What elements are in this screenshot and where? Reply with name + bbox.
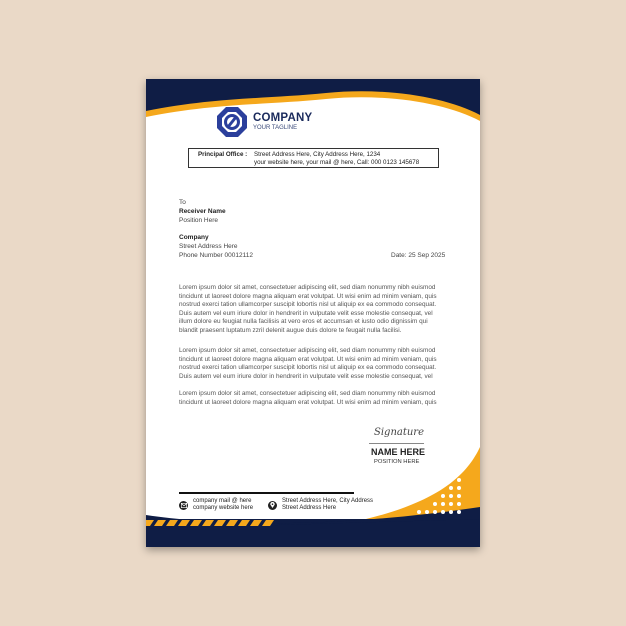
body-paragraph-2: Lorem ipsum dolor sit amet, consectetuer adipiscing elit, sed diam nonummy nibh euismod tincidunt ut laoreet dolore magna aliquam erat volutpat. Ut wisi enim ad minim veniam, quis nostrud exerci tation ullamcorper suscipit lobortis nisl ut aliquip ex ea commodo consequat. Duis autem vel eum iriure dolor in hendrerit in vulputate velit esse molestie consequat, vel xyxy=(179,347,437,380)
body-paragraph-3: Lorem ipsum dolor sit amet, consectetuer adipiscing elit, sed diam nonummy nibh euismod tincidunt ut laoreet dolore magna aliquam erat volutpat. Ut wisi enim ad minim veniam, quis xyxy=(179,390,437,406)
company-tagline: YOUR TAGLINE xyxy=(253,125,298,131)
office-label: Principal Office : xyxy=(198,151,248,158)
body-paragraph-1: Lorem ipsum dolor sit amet, consectetuer adipiscing elit, sed diam nonummy nibh euismod tincidunt ut laoreet dolore magna aliquam erat volutpat. Ut wisi enim ad minim veniam, quis nostrud exerci tation ullamcorper suscipit lobortis nisl ut aliquip ex ea commodo consequat. Duis autem vel eum iriure dolor in hendrerit in vulputate velit esse molestie consequat, vel illum dolore eu feugiat nulla facilisis at vero eros et accumsan et iusto odio dignissim qui blandit praesent luptatum zzril delenit augue duis dolore te feugait nulla facilisi. xyxy=(179,284,437,334)
footer-mail: company mail @ here xyxy=(193,498,252,504)
company-name: COMPANY xyxy=(253,112,313,124)
footer-address-line-2: Street Address Here xyxy=(282,505,337,511)
sender-company: Company xyxy=(179,234,209,241)
receiver-name: Receiver Name xyxy=(179,208,226,215)
company-logo xyxy=(216,106,312,138)
signature-script: Signature xyxy=(374,427,425,438)
receiver-position: Position Here xyxy=(179,217,219,224)
sender-address: Street Address Here xyxy=(179,243,238,250)
to-label: To xyxy=(179,199,186,206)
letterhead-page xyxy=(146,79,480,547)
letter-date: Date: 25 Sep 2025 xyxy=(391,252,446,259)
signer-position: POSITION HERE xyxy=(374,459,420,465)
office-contact-line: your website here, your mail @ here, Call: 000 0123 145678 xyxy=(254,159,420,166)
signer-name: NAME HERE xyxy=(371,447,426,457)
sender-phone: Phone Number 00012112 xyxy=(179,252,253,259)
mail-icon xyxy=(179,501,188,510)
principal-office-box xyxy=(188,148,439,168)
office-address-line: Street Address Here, City Address Here, 1234 xyxy=(254,151,381,158)
footer-address-line-1: Street Address Here, City Address xyxy=(282,498,374,504)
location-pin-icon xyxy=(268,501,277,510)
header-wave-decoration xyxy=(146,79,480,129)
footer-decoration xyxy=(146,447,480,547)
signature-line xyxy=(369,443,424,444)
footer-website: company website here xyxy=(193,505,254,511)
octagon-logo-icon xyxy=(216,106,248,138)
footer-contact-address xyxy=(268,498,373,512)
footer-contact-mail xyxy=(179,498,253,512)
